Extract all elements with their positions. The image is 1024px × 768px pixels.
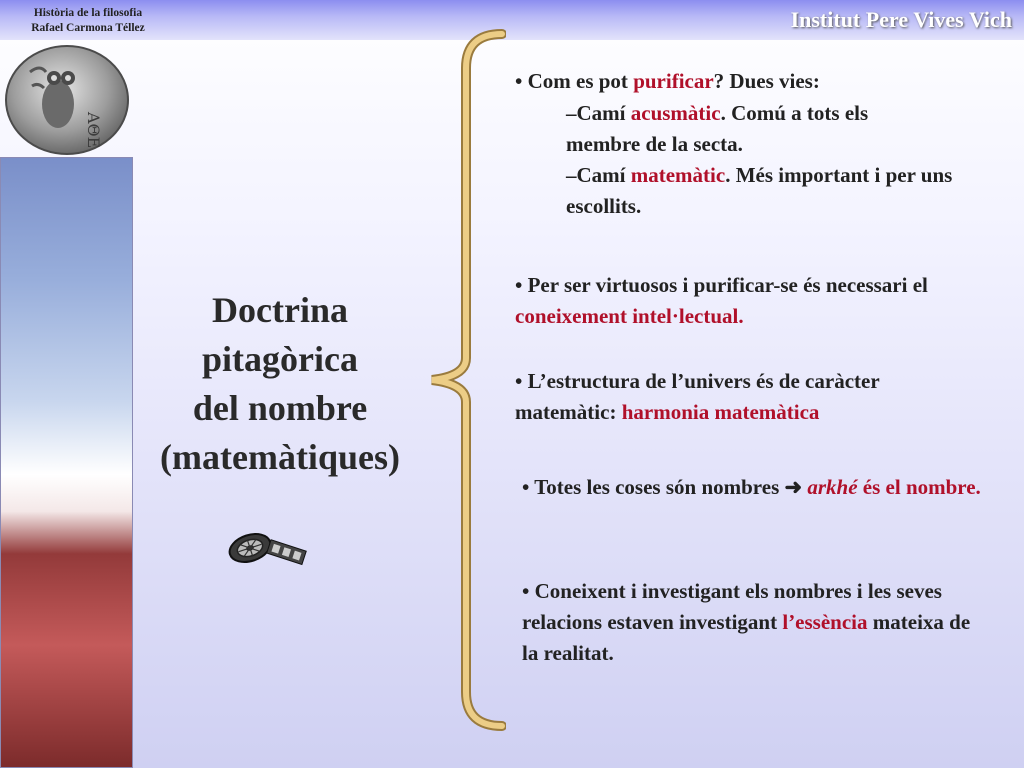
point-coneixement: • Per ser virtuosos i purificar-se és necessari el coneixement intel·lectual. xyxy=(515,273,928,328)
key-term-acusmatic: acusmàtic xyxy=(630,101,721,125)
key-term-matematic: matemàtic xyxy=(630,163,726,187)
key-term-coneixement: coneixement intel·lectual. xyxy=(515,304,744,328)
title-line-4: (matemàtiques) xyxy=(160,437,400,477)
title-line-1: Doctrina xyxy=(212,290,348,330)
title-line-2: pitagòrica xyxy=(202,339,358,379)
title-line-3: del nombre xyxy=(192,388,368,428)
owl-coin-image xyxy=(2,42,132,156)
coin-inscription: ΑΘΕ xyxy=(84,112,103,149)
point-purificar: • Com es pot purificar? Dues vies: xyxy=(515,69,820,93)
curly-brace xyxy=(426,28,506,734)
institute-name: Institut Pere Vives Vich xyxy=(790,7,1012,32)
slide-title xyxy=(130,286,430,482)
key-term-arkhe: arkhé xyxy=(807,475,858,499)
subpoint-acusmatic: –Camí acusmàtic. Comú a tots els membre de la secta. xyxy=(566,101,869,156)
film-reel-icon xyxy=(226,526,308,572)
header-bar xyxy=(0,0,1024,40)
key-term-harmonia: harmonia matemàtica xyxy=(621,400,820,424)
point-nombres: • Totes les coses són nombres ➜ arkhé és el nombre. xyxy=(522,475,981,499)
author-name: Rafael Carmona Téllez xyxy=(31,22,145,34)
subpoint-matematic: –Camí matemàtic. Més important i per uns escollits. xyxy=(566,163,953,218)
decorative-sidebar xyxy=(0,157,133,768)
point-essencia: • Coneixent i investigant els nombres i les seves relacions estaven investigant l’essència mateixa de la realitat. xyxy=(522,579,971,665)
course-title: Història de la filosofia xyxy=(33,7,143,19)
arrow-right-icon: ➜ xyxy=(784,475,803,499)
key-term-essencia: l’essència xyxy=(782,610,868,634)
key-term-purificar: purificar xyxy=(633,69,714,93)
point-estructura: • L’estructura de l’univers és de caràcter matemàtic: harmonia matemàtica xyxy=(515,369,880,424)
course-info xyxy=(0,6,176,36)
